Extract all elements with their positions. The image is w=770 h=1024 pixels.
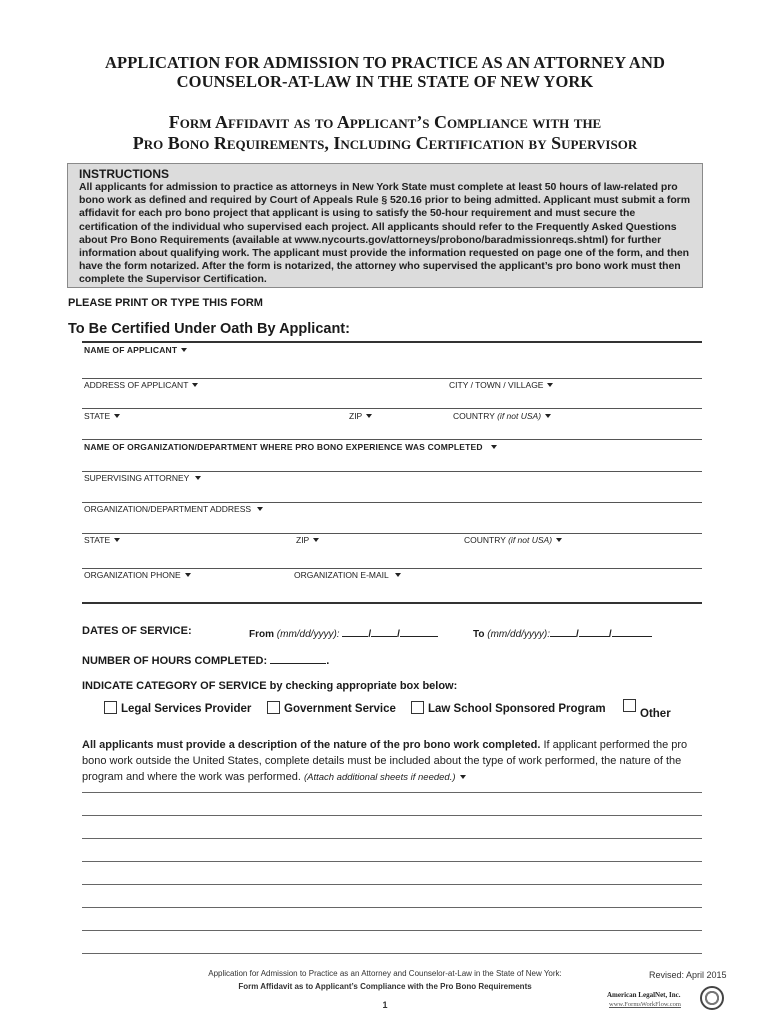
from-date-field[interactable] [249,626,438,640]
government-label: Government Service [284,703,396,715]
state-label: STATE [84,411,111,421]
city-label: CITY / TOWN / VILLAGE [449,380,544,390]
footer-line2: Form Affidavit as to Applicant’s Compliance with the Pro Bono Requirements [238,982,532,991]
name-label: NAME OF APPLICANT [84,345,178,355]
org-country-field[interactable] [464,535,562,545]
state-field[interactable] [84,411,120,421]
oath-heading: To Be Certified Under Oath By Applicant: [68,321,350,337]
dropdown-arrow-icon [491,445,497,449]
government-checkbox[interactable] [267,701,280,714]
to-format: (mm/dd/yyyy): [487,629,551,640]
form-subtitle-line2: Pro Bono Requirements, Including Certification by Supervisor [132,133,638,153]
category-prompt: INDICATE CATEGORY OF SERVICE by checking appropriate box below: [82,680,458,692]
zip-field[interactable] [349,411,372,421]
dates-of-service-label: DATES OF SERVICE: [82,625,192,637]
org-zip-field[interactable] [296,535,319,545]
organization-field[interactable] [84,442,497,452]
state-line [82,439,702,440]
dropdown-arrow-icon [460,775,466,779]
revised-date: Revised: April 2015 [649,970,727,980]
country-field[interactable] [453,411,551,421]
org-zip-label: ZIP [296,535,310,545]
org-email-field[interactable] [294,570,401,580]
page-number: 1 [382,1000,388,1010]
publisher-name: American LegalNet, Inc. [607,991,681,999]
form-title-line1: APPLICATION FOR ADMISSION TO PRACTICE AS AN ATTORNEY AND [105,53,665,72]
law-school-checkbox[interactable] [411,701,424,714]
to-month-blank[interactable] [550,626,576,637]
other-checkbox[interactable] [623,699,636,712]
supervising-attorney-line [82,502,702,503]
print-note: PLEASE PRINT OR TYPE THIS FORM [68,297,263,309]
form-subtitle-line1: Form Affidavit as to Applicant’s Compliance with the [168,112,602,132]
to-year-blank[interactable] [612,626,652,637]
other-label: Other [640,708,671,720]
to-date-field[interactable] [473,626,652,640]
hours-blank[interactable] [270,653,326,664]
instructions-box [67,163,703,288]
dropdown-arrow-icon [547,383,553,387]
from-slash-1: / [368,629,372,640]
dropdown-arrow-icon [114,414,120,418]
from-day-blank[interactable] [371,626,397,637]
organization-line [82,471,702,472]
description-instructions [82,737,704,786]
description-note: (Attach additional sheets if needed.) [303,772,456,783]
category-legal-services[interactable] [104,701,251,715]
org-country-label: COUNTRY [464,535,509,545]
address-label: ADDRESS OF APPLICANT [84,380,189,390]
org-address-line [82,533,702,534]
org-address-field[interactable] [84,504,263,514]
to-day-blank[interactable] [579,626,609,637]
address-line [82,408,702,409]
dropdown-arrow-icon [556,538,562,542]
org-address-label: ORGANIZATION/DEPARTMENT ADDRESS [84,504,252,514]
org-state-label: STATE [84,535,111,545]
from-format: (mm/dd/yyyy): [276,629,340,640]
to-slash-1: / [576,629,579,640]
description-line-5[interactable] [82,884,702,885]
org-state-field[interactable] [84,535,120,545]
dropdown-arrow-icon [195,476,201,480]
org-phone-label: ORGANIZATION PHONE [84,570,181,580]
address-field[interactable] [84,380,198,390]
legal-services-checkbox[interactable] [104,701,117,714]
instructions-body: All applicants for admission to practice as attorneys in New York State must complete at least 50 hours of law-related pro bono work as defined and required by Court of Appeals Rule § 520.16 prior to being admitted. Applicant must submit a form affidavit for each pro bono project that applicant is using to satisfy the 50-hour requirement and must secure the certification of the individual who supervised each project. All applicants should refer to the Frequently Asked Questions about Pro Bono Requirements (available at www.nycourts.gov/attorneys/probono/baradmissionreqs.shtml) for further information about qualifying work. The applicant must provide the information requested on page one of the form, and then have the form notarized. After the form is notarized, the attorney who supervised the applicant’s pro bono work must then complete the Supervisor Certification. [79,181,691,286]
description-line-2[interactable] [82,815,702,816]
org-state-line [82,568,702,569]
description-line-3[interactable] [82,838,702,839]
dropdown-arrow-icon [257,507,263,511]
hours-completed-field[interactable]: NUMBER OF HOURS COMPLETED: . [82,655,330,667]
law-school-label: Law School Sponsored Program [428,703,606,715]
dropdown-arrow-icon [366,414,372,418]
dropdown-arrow-icon [114,538,120,542]
publisher-url[interactable]: www.FormsWorkFlow.com [609,1001,681,1008]
org-phone-field[interactable] [84,570,191,580]
org-email-label: ORGANIZATION E-MAIL [294,570,389,580]
publisher-seal-icon [700,986,724,1010]
from-label: From [249,629,274,640]
description-line-7[interactable] [82,930,702,931]
contact-section-rule [82,602,702,604]
form-title-line2: COUNSELOR-AT-LAW IN THE STATE OF NEW YORK [176,72,594,91]
name-line [82,378,702,379]
legal-services-label: Legal Services Provider [121,703,252,715]
description-line-1[interactable] [82,792,702,793]
from-year-blank[interactable] [400,626,438,637]
dropdown-arrow-icon [181,348,187,352]
org-country-note: (if not USA) [508,535,553,545]
from-month-blank[interactable] [342,626,368,637]
supervising-attorney-field[interactable] [84,473,201,483]
country-note: (if not USA) [497,411,542,421]
category-law-school[interactable] [411,701,606,715]
city-field[interactable] [449,380,553,390]
from-slash-2: / [397,629,400,640]
description-line-6[interactable] [82,907,702,908]
supervising-attorney-label: SUPERVISING ATTORNEY [84,473,190,483]
category-other[interactable] [623,699,671,720]
description-text: If applicant performed the pro bono work outside the United States, complete details must be included about the type of work performed, the nature of the program and where the work was performed. [82,739,688,783]
name-of-applicant-field[interactable] [84,345,187,355]
dropdown-arrow-icon [545,414,551,418]
description-line-4[interactable] [82,861,702,862]
footer-line1: Application for Admission to Practice as an Attorney and Counselor-at-Law in the State of New York: [208,969,562,978]
hours-label: NUMBER OF HOURS COMPLETED: [82,655,268,667]
instructions-heading: INSTRUCTIONS [79,167,169,181]
to-label: To [473,629,485,640]
dropdown-arrow-icon [185,573,191,577]
description-bold-lead: All applicants must provide a description of the nature of the pro bono work completed. [82,739,541,751]
category-government[interactable] [267,701,396,715]
organization-label: NAME OF ORGANIZATION/DEPARTMENT WHERE PRO BONO EXPERIENCE WAS COMPLETED [84,442,483,452]
dropdown-arrow-icon [395,573,401,577]
dropdown-arrow-icon [192,383,198,387]
description-line-8[interactable] [82,953,702,954]
to-slash-2: / [608,629,612,640]
dropdown-arrow-icon [313,538,319,542]
oath-heading-rule [82,341,702,343]
country-label: COUNTRY [453,411,498,421]
zip-label: ZIP [349,411,363,421]
